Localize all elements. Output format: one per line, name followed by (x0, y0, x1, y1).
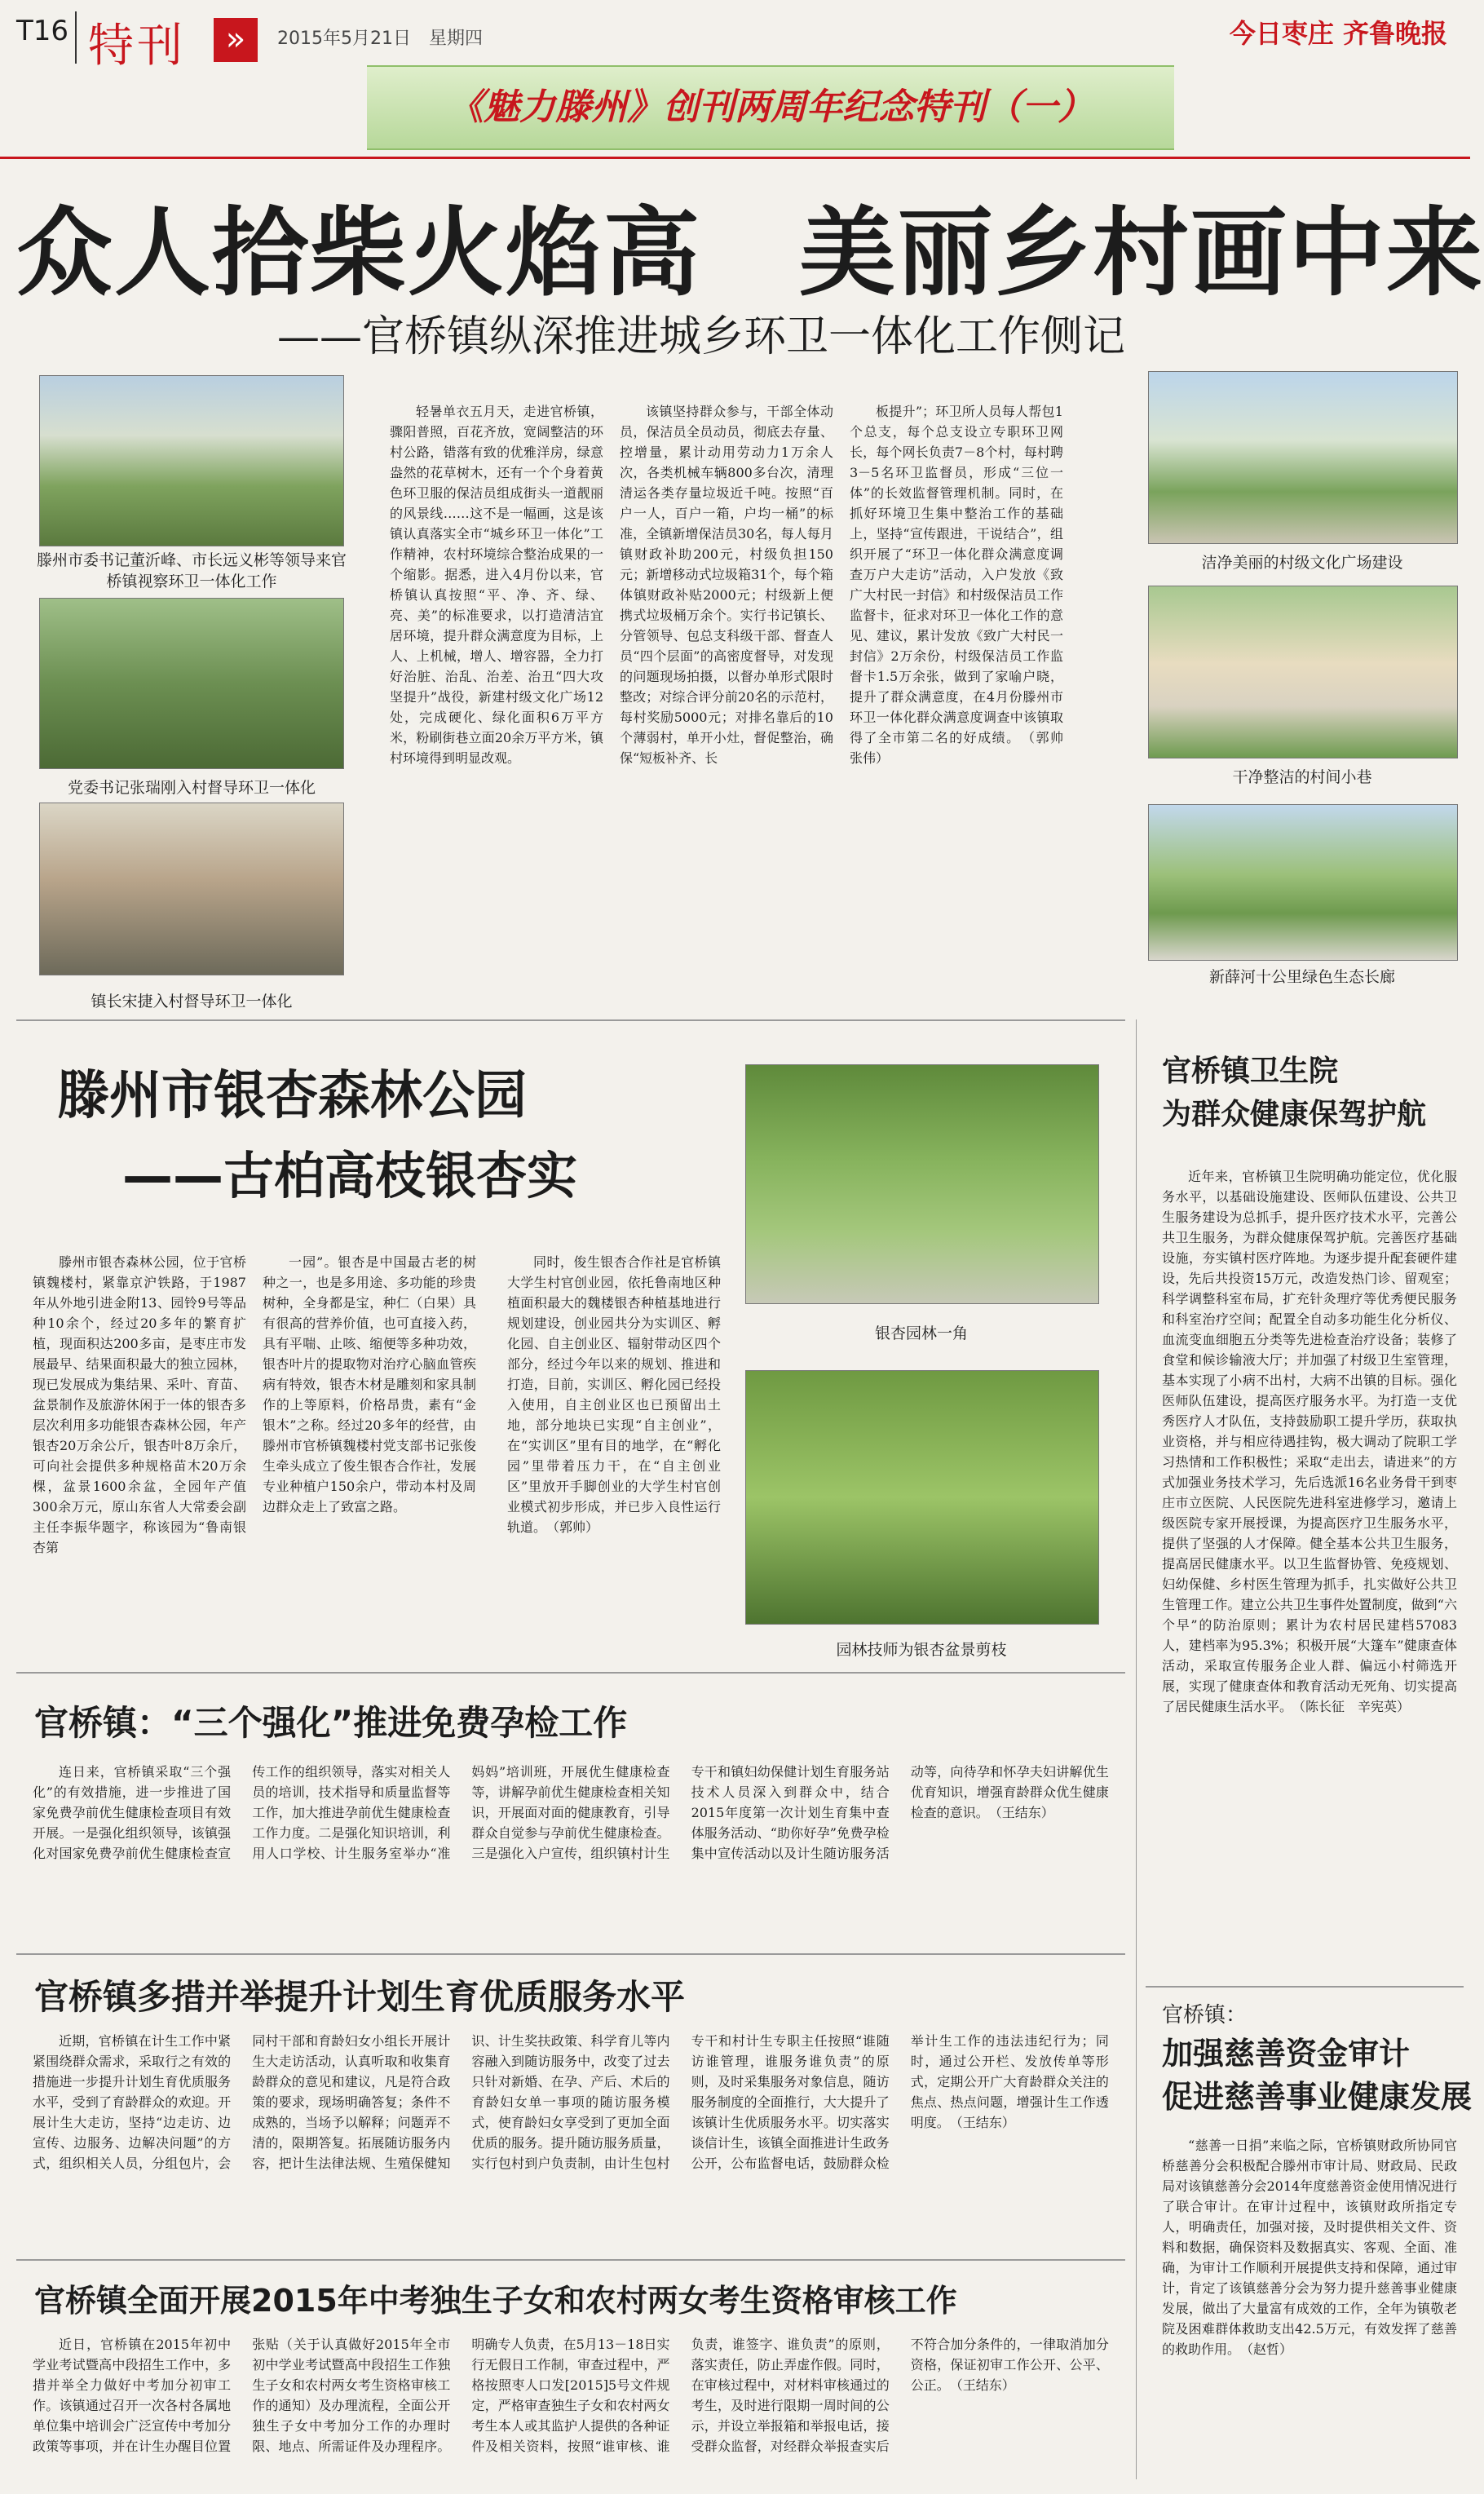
article-text: 近日，官桥镇在2015年初中学业考试暨高中段招生工作中，多措并举全力做好中考加分初审工作。该镇通过召开一次各村各属地单位集中培训会广泛宣传中考加分政策等事项，并在计生办醒目位置张贴（关于认真做好2015年全市初中学业考试暨高中段招生工作独生子女和农村两女考生资格审核工作的通知）及办理流程，全面公开独生子女中考加分工作的办理时限、地点、所需证件及办理程序。明确专人负责，在5月13－18日实行无假日工作制，审查过程中，严格按照枣人口发[2015]5号文件规定，严格审查独生子女和农村两女考生本人或其监护人提供的各种证件及相关资料，按照“谁审核、谁负责，谁签字、谁负责”的原则，落实责任，防止弄虚作假。同时，在审核过程中，对材料审核通过的考生，及时进行限期一周时间的公示，并设立举报箱和举报电话，接受群众监督，对经群众举报查实后不符合加分条件的，一律取消加分资格，保证初审工作公开、公平、公正。 （王结东） (33, 2337, 1109, 2454)
charity-kicker: 官桥镇： (1162, 2003, 1248, 2027)
ginkgo-subheadline: ——古柏高枝银杏实 (122, 1146, 578, 1205)
charity-text: “慈善一日捐”来临之际，官桥镇财政所协同官桥慈善分会积极配合滕州市审计局、财政局、民政局对该镇慈善分会2014年度慈善资金使用情况进行了联合审计。在审计过程中，该镇财政所指定专人，明确责任，加强对接，及时提供相关文件、资料和数据，确保资料及数据真实、客观、全面、准确，为审计工作顺利开展提供支持和保障，通过审计，肯定了该镇慈善分会为努力提升慈善事业健康发展，做出了大量富有成效的工作，全年为镇敬老院及困难群体救助支出42.5万元，有效发挥了慈善的救助作用。 （赵哲） (1162, 2138, 1457, 2357)
newspaper-masthead: 今日枣庄 齐鲁晚报 (1229, 18, 1447, 49)
section-divider (16, 1672, 1125, 1674)
article-headline: 官桥镇多措并举提升计划生育优质服务水平 (34, 1977, 686, 2017)
health-text: 近年来，官桥镇卫生院明确功能定位，优化服务水平，以基础设施建设、医师队伍建设、公共卫生服务建设为总抓手，提升医疗技术水平，完善公共卫生服务，为群众健康保驾护航。完善医疗基础设施，夯实镇村医疗阵地。为逐步提升配套硬件建设，先后共投资15万元，改造发热门诊、留观室；科学调整科室布局，扩充针灸理疗等优秀便民服务和科室治疗空间；配置全自动多功能生化分析仪、血流变血细胞五分类等先进检查治疗设备；装修了食堂和候诊输液大厅；并加强了村级卫生室管理，基本实现了小病不出村，大病不出镇的目标。强化医师队伍建设，提高医疗服务水平。为打造一支优秀医疗人才队伍，支持鼓励职工提升学历，获取执业资格，并与相应待遇挂钩，极大调动了院职工学习热情和工作积极性；采取“走出去，请进来”的方式加强业务技术学习，先后选派16名业务骨干到枣庄市立医院、人民医院先进科室进修学习，邀请上级医院专家开展授课，为提高医疗卫生服务水平，提供了坚强的人才保障。健全基本公共卫生服务，提高居民健康水平。以卫生监督协管、免疫规划、妇幼保健、乡村医生管理为抓手，扎实做好公共卫生管理工作。建立公共卫生事件处置制度，做到“六个早”的防治原则；累计为农村居民建档57083人，建档率为95.3%；积极开展“大篷车”健康查体活动，采取宣传服务企业人群、偏远小村筛选开展，实现了健康查体和教育活动无死角、切实提高了居民健康生活水平。 （陈长征 辛宪英） (1162, 1169, 1457, 1714)
page-number: T16 (16, 15, 69, 47)
section-divider (1146, 1986, 1464, 1988)
photo-green-corridor (1148, 804, 1458, 961)
section-divider (16, 2259, 1125, 2261)
column-divider (1136, 1019, 1137, 2479)
photo-caption: 园林技师为银杏盆景剪枝 (836, 1641, 1007, 1659)
article-text: 连日来，官桥镇采取“三个强化”的有效措施，进一步推进了国家免费孕前优生健康检查项目有效开展。一是强化组织领导，该镇强化对国家免费孕前优生健康检查宣传工作的组织领导，落实对相关人员的培训，技术指导和质量监督等工作，加大推进孕前优生健康检查工作力度。二是强化知识培训，利用人口学校、计生服务室举办“准妈妈”培训班，开展优生健康检查等，讲解孕前优生健康检查相关知识，开展面对面的健康教育，引导群众自觉参与孕前优生健康检查。三是强化入户宣传，组织镇村计生专干和镇妇幼保健计划生育服务站技术人员深入到群众中，结合2015年度第一次计划生育集中查体服务活动、“助你好孕”免费孕检集中宣传活动以及计生随访服务活动等，向待孕和怀孕夫妇讲解优生优育知识，增强育龄群众优生健康检查的意识。 （王结东） (33, 1764, 1109, 1861)
lead-subheadline: ——官桥镇纵深推进城乡环卫一体化工作侧记 (277, 312, 1126, 361)
article-headline: 官桥镇全面开展2015年中考独生子女和农村两女考生资格审核工作 (34, 2283, 957, 2319)
special-issue-banner (367, 65, 1174, 150)
section-divider (16, 1953, 1125, 1955)
health-headline: 官桥镇卫生院 (1162, 1055, 1339, 1088)
issue-date: 2015年5月21日 星期四 (277, 29, 483, 49)
photo-caption: 滕州市委书记董沂峰、市长远义彬等领导来官桥镇视察环卫一体化工作 (36, 551, 347, 590)
section-name: 特刊 (88, 20, 186, 73)
charity-headline: 加强慈善资金审计 (1162, 2036, 1411, 2072)
photo-caption: 银杏园林一角 (874, 1324, 968, 1342)
health-headline: 为群众健康保驾护航 (1162, 1098, 1427, 1131)
section-divider (16, 1019, 1125, 1021)
ginkgo-headline: 滕州市银杏森林公园 (57, 1066, 527, 1126)
photo-village-square (1148, 371, 1458, 544)
photo-caption: 新薛河十公里绿色生态长廊 (1208, 968, 1395, 986)
photo-leaders-inspection (39, 375, 344, 546)
photo-party-secretary (39, 598, 344, 769)
lead-text-column-1: 轻暑单衣五月天，走进官桥镇，骤阳普照，百花齐放，宽阔整洁的环村公路，错落有致的优雅洋房，绿意盎然的花草树木，还有一个个身着黄色环卫服的保洁员组成街头一道靓丽的风景线……这不是一幅画，这是该镇认真落实全市“城乡环卫一体化”工作精神，农村环境综合整治成果的一个缩影。据悉，进入4月份以来，官桥镇认真按照“平、净、齐、绿、亮、美”的标准要求，以打造清洁宜居环境，提升群众满意度为目标，上人、上机械，增人、增容器，全力打好治脏、治乱、治差、治丑“四大攻坚提升”战役，新建村级文化广场12处，完成硬化、绿化面积6万平方米，粉刷街巷立面20余万平方米，镇村环境得到明显改观。 (390, 404, 603, 766)
lead-headline: 众人拾柴火焰高 美丽乡村画中来 (16, 196, 1484, 309)
ginkgo-text-column-1: 滕州市银杏森林公园，位于官桥镇魏楼村，紧靠京沪铁路，于1987年从外地引进金附13、园铃9号等品种10余个，经过20多年的繁育扩植，现面积达200多亩，是枣庄市发展最早、结果面积最大的独立园林，现已发展成为集结果、采叶、育苗、盆景制作及旅游休闲于一体的银杏多层次利用多功能银杏森林公园，年产银杏20万余公斤，银杏叶8万余斤，可向社会提供多种规格苗木20万余棵，盆景1600余盆，全园年产值300余万元，原山东省人大常委会副主任李振华题字，称该园为“鲁南银杏第 (33, 1254, 246, 1555)
article-text: 近期，官桥镇在计生工作中紧紧围绕群众需求，采取行之有效的措施进一步提升计划生育优质服务水平，受到了育龄群众的欢迎。开展计生大走访，坚持“边走访、边宣传、边服务、边解决问题”的方式，组织相关人员，分组包片，会同村干部和育龄妇女小组长开展计生大走访活动，认真听取和收集育龄群众的意见和建议，凡是符合政策的要求，现场明确答复；条件不成熟的，当场予以解释；问题弄不清的，限期答复。拓展随访服务内容，把计生法律法规、生殖保健知识、计生奖扶政策、科学育儿等内容融入到随访服务中，改变了过去只针对新婚、在孕、产后、术后的育龄妇女单一事项的随访服务模式，使育龄妇女享受到了更加全面优质的服务。提升随访服务质量，实行包村到户负责制，由计生包村专干和村计生专职主任按照“谁随访谁管理，谁服务谁负责”的原则，及时采集服务对象信息，随访服务制度的全面推行，大大提升了该镇计生优质服务水平。切实落实谈信计生，该镇全面推进计生政务公开，公布监督电话，鼓励群众检举计生工作的违法违纪行为；同时，通过公开栏、发放传单等形式，定期公开广大育龄群众关注的焦点、热点问题，增强计生工作透明度。 （王结东） (33, 2033, 1109, 2171)
charity-headline: 促进慈善事业健康发展 (1162, 2079, 1473, 2115)
header-divider (75, 11, 77, 64)
lead-text-column-3: 板提升”；环卫所人员每人帮包1个总支，每个总支设立专职环卫网长，每个网长负责7－8个村，每村聘3－5名环卫监督员，形成“三位一体”的长效监督管理机制。同时，在抓好环境卫生集中整治工作的基础上，坚持“宣传跟进，干说结合”，组织开展了“环卫一体化群众满意度调查万户大走访”活动，入户发放《致广大村民一封信》和村级保洁员工作监督卡，征求对环卫一体化工作的意见、建议，累计发放《致广大村民一封信》2万余份，村级保洁员工作监督卡1.5万余张，做到了家喻户晓，提升了群众满意度，在4月份滕州市环卫一体化群众满意度调查中该镇取得了全市第二名的好成绩。 （郭帅 张伟） (850, 404, 1077, 766)
photo-caption: 洁净美丽的村级文化广场建设 (1201, 554, 1403, 572)
photo-caption: 镇长宋捷入村督导环卫一体化 (91, 993, 293, 1010)
photo-ginkgo-grove (745, 1064, 1099, 1304)
photo-caption: 干净整洁的村间小巷 (1232, 768, 1372, 786)
photo-caption: 党委书记张瑞刚入村督导环卫一体化 (67, 779, 316, 797)
article-headline: 官桥镇：“三个强化”推进免费孕检工作 (34, 1703, 628, 1743)
ginkgo-text-column-2: 一园”。银杏是中国最古老的树种之一，也是多用途、多功能的珍贵树种，全身都是宝，种仁（白果）具有很高的营养价值，也可直接入药，具有平喘、止咳、缩便等多种功效，银杏叶片的提取物对治疗心脑血管疾病有特效，银杏木材是雕刻和家具制作的上等原料，价格昂贵，素有“金银木”之称。经过20多年的经营，由滕州市官桥镇魏楼村党支部书记张俊生牵头成立了俊生银杏合作社，发展专业种植户150余户，带动本村及周边群众走上了致富之路。 (263, 1254, 476, 1515)
photo-town-mayor (39, 803, 344, 975)
banner-title: 《魅力滕州》创刊两周年纪念特刊（一） (448, 86, 1093, 128)
photo-village-lane (1148, 586, 1458, 758)
lead-text-column-2: 该镇坚持群众参与，干部全体动员，保洁员全员动员，彻底去存量、控增量，累计动用劳动力1万余人次，各类机械车辆800多台次，清理清运各类存量垃圾近千吨。按照“百户一人，百户一箱，户均一桶”的标准，全镇新增保洁员30名，每人每月镇财政补助200元，村级负担150元；新增移动式垃圾箱31个，每个箱体镇财政补贴2000元；村级新上便携式垃圾桶万余个。实行书记镇长、分管领导、包总支科级干部、督查人员“四个层面”的高密度督导，对发现的问题现场拍摄，以督办单形式限时整改；对综合评分前20名的示范村，每村奖励5000元；对排名靠后的10个薄弱村，单开小灶，督促整治，确保“短板补齐、长 (620, 404, 833, 766)
ginkgo-text-column-3: 同时，俊生银杏合作社是官桥镇大学生村官创业园，依托鲁南地区种植面积最大的魏楼银杏种植基地进行规划建设，创业园共分为实训区、孵化园、自主创业区、辐射带动区四个部分，经过今年以来的规划、推进和打造，目前，实训区、孵化园已经投入使用，自主创业区也已预留出土地，部分地块已实现“自主创业”，在“实训区”里有目的地学，在“孵化园”里带着压力干，在“自主创业区”里放开手脚创业的大学生村官创业模式初步形成，并已步入良性运行轨道。 （郭帅） (507, 1254, 721, 1535)
chevron-right-icon: » (214, 18, 258, 62)
photo-bonsai-pruning (745, 1370, 1099, 1625)
header-rule (0, 157, 1470, 159)
